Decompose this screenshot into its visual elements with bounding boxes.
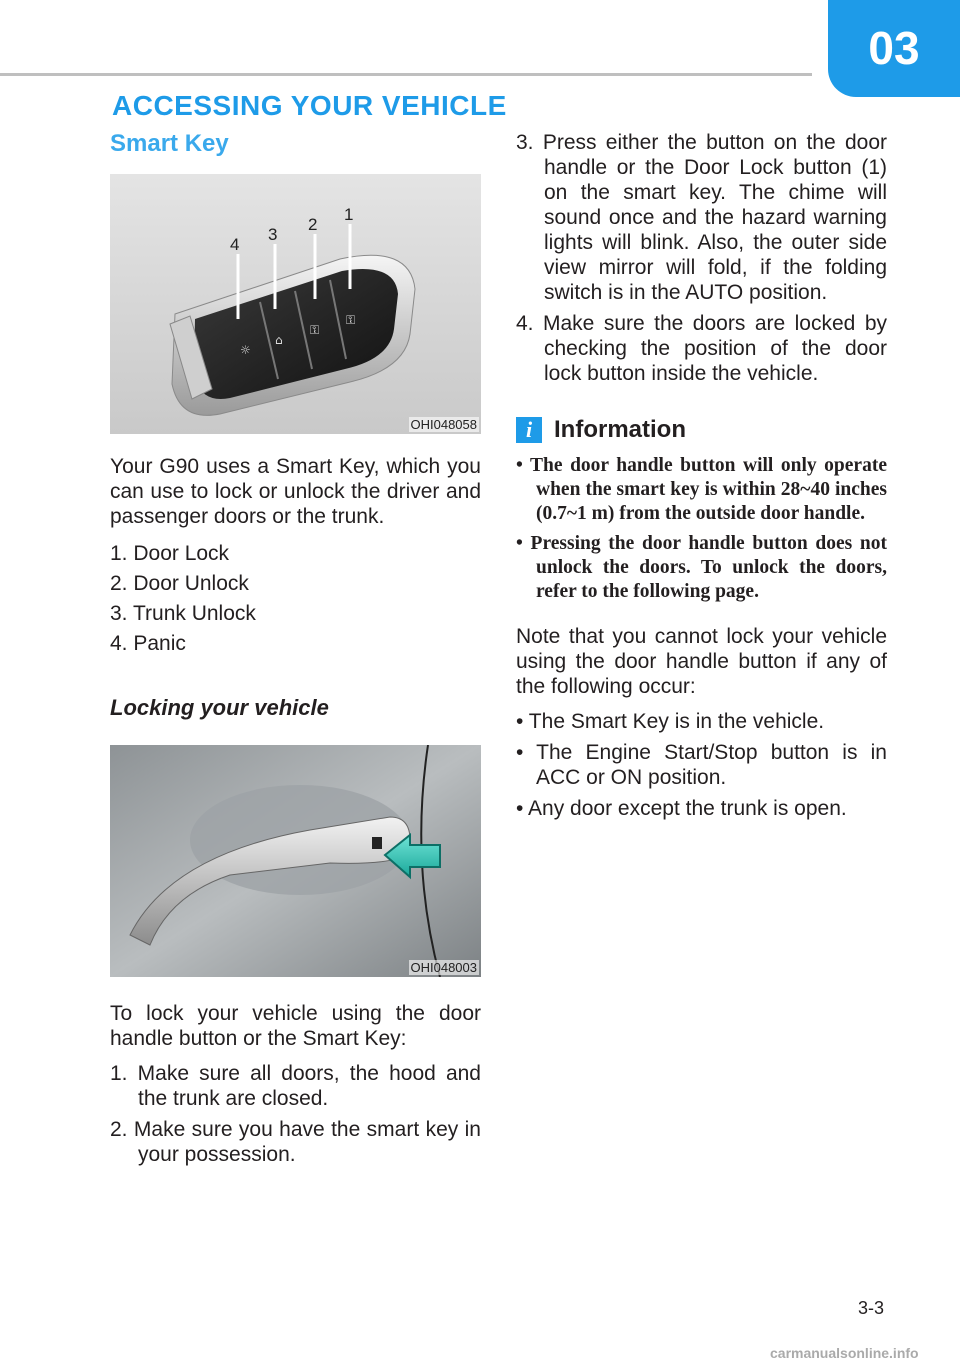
smart-key-heading: Smart Key — [110, 130, 229, 157]
door-handle-figure — [110, 745, 481, 977]
locking-subheading: Locking your vehicle — [110, 695, 329, 720]
list-item: • The door handle button will only operate when the smart key is within 28~40 inches (0.7~1 m) from the outside door handle. — [516, 455, 887, 524]
watermark: carmanualsonline.info — [770, 1345, 919, 1361]
list-item: • The Engine Start/Stop button is in ACC or ON position. — [516, 741, 887, 789]
lock-steps-right — [516, 130, 887, 386]
list-item: 4. Panic — [110, 632, 186, 655]
lock-steps-left — [110, 1061, 481, 1167]
smart-key-intro: Your G90 uses a Smart Key, which you can use to lock or unlock the driver and passenger doors or the trunk. — [110, 455, 481, 528]
svg-text:⚿: ⚿ — [346, 313, 356, 327]
svg-text:☼: ☼ — [240, 343, 251, 357]
header-rule — [0, 73, 812, 76]
smart-key-illustration — [110, 174, 481, 434]
list-item: 3. Trunk Unlock — [110, 602, 256, 625]
right-column — [516, 130, 887, 827]
key-label-3: 3 — [268, 225, 278, 244]
smart-key-figure — [110, 174, 481, 434]
list-item: 2. Door Unlock — [110, 572, 249, 595]
chapter-tab: 03 — [828, 0, 960, 97]
section-title: ACCESSING YOUR VEHICLE — [112, 90, 507, 121]
information-header — [516, 416, 887, 444]
list-item: 3. Press either the button on the door handle or the Door Lock button (1) on the smart key. The chime will sound once and the hazard warning lights will blink. Also, the outer side view mirror will fold, if the folding switch is in the AUTO position. — [516, 131, 887, 304]
lock-intro: To lock your vehicle using the door handle button or the Smart Key: — [110, 1002, 481, 1050]
list-item: 1. Make sure all doors, the hood and the trunk are closed. — [110, 1062, 481, 1110]
key-label-1: 1 — [344, 205, 354, 224]
list-item: • Pressing the door handle button does not unlock the doors. To unlock the doors, refer to the following page. — [516, 533, 887, 602]
list-item: 4. Make sure the doors are locked by checking the position of the door lock button inside the vehicle. — [516, 312, 887, 385]
note-text: Note that you cannot lock your vehicle using the door handle button if any of the following occur: — [516, 625, 887, 698]
smart-key-buttons-list — [110, 539, 481, 659]
information-list — [516, 454, 887, 604]
list-item: 2. Make sure you have the smart key in your possession. — [110, 1118, 481, 1166]
conditions-list — [516, 709, 887, 821]
list-item: • Any door except the trunk is open. — [516, 797, 847, 820]
figure-code: OHI048058 — [410, 417, 477, 432]
information-title: Information — [554, 416, 686, 443]
key-label-2: 2 — [308, 215, 318, 234]
door-handle-illustration — [110, 745, 481, 977]
svg-text:⌂: ⌂ — [275, 333, 283, 347]
svg-text:⚿: ⚿ — [310, 323, 320, 337]
left-column — [110, 130, 481, 1173]
page-number: 3-3 — [858, 1298, 885, 1318]
list-item: 1. Door Lock — [110, 542, 230, 565]
key-label-4: 4 — [230, 235, 240, 254]
figure-code: OHI048003 — [410, 960, 477, 975]
list-item: • The Smart Key is in the vehicle. — [516, 710, 825, 733]
info-icon: i — [516, 417, 542, 443]
